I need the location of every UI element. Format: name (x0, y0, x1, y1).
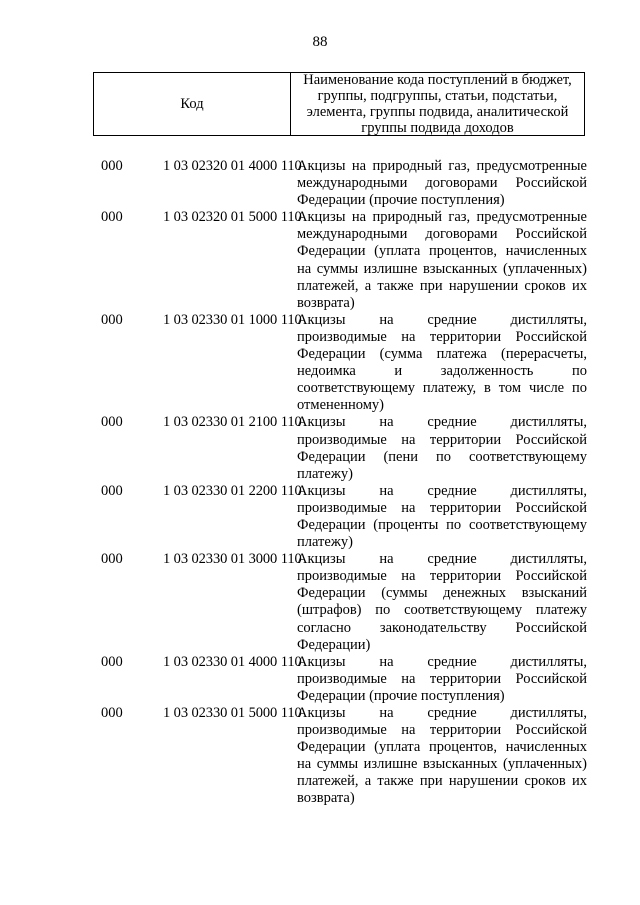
income-name-cell: Акцизы на природный газ, предусмотренные международными договорами Российской Федерации (прочие поступления) (297, 158, 587, 209)
income-name-cell: Акцизы на природный газ, предусмотренные международными договорами Российской Федерации (уплата процентов, начисленных на суммы излишне взысканных (уплаченных) платежей, а также при нарушении сроков их возврата) (297, 209, 587, 311)
admin-code-cell: 000 (101, 209, 123, 226)
income-code-cell: 1 03 02330 01 2200 110 (163, 482, 302, 499)
income-codes-list (0, 158, 640, 808)
income-name-cell: Акцизы на средние дистилляты, производимые на территории Российской Федерации (сумма платежа (перерасчеты, недоимка и задолженность по соответствующему платежу, в том числе по отмененному) (297, 311, 587, 414)
admin-code-cell: 000 (101, 705, 123, 721)
table-header (93, 72, 585, 136)
income-code-cell: 1 03 02330 01 2100 110 (163, 414, 302, 431)
table-row (0, 483, 640, 551)
header-name-cell: Наименование кода поступлений в бюджет, группы, подгруппы, статьи, подстатьи, элемента, группы подвида, аналитической группы подвида доходов (303, 72, 572, 136)
admin-code-cell: 000 (101, 482, 123, 499)
income-name-cell: Акцизы на средние дистилляты, производимые на территории Российской Федерации (проценты по соответствующему платежу) (297, 482, 587, 551)
income-name-cell: Акцизы на средние дистилляты, производимые на территории Российской Федерации (суммы денежных взысканий (штрафов) по соответствующему платежу согласно законодательству Российской Федерации) (297, 551, 587, 653)
table-row (0, 209, 640, 312)
admin-code-cell: 000 (101, 653, 123, 670)
table-row (0, 414, 640, 482)
page-number: 88 (312, 34, 328, 50)
table-row (0, 312, 640, 415)
income-name-cell: Акцизы на средние дистилляты, производимые на территории Российской Федерации (уплата процентов, начисленных на суммы излишне взысканных (уплаченных) платежей, а также при нарушении сроков их возврата) (297, 705, 587, 807)
admin-code-cell: 000 (101, 414, 123, 431)
admin-code-cell: 000 (101, 158, 123, 174)
income-name-cell: Акцизы на средние дистилляты, производимые на территории Российской Федерации (пени по соответствующему платежу) (297, 414, 587, 482)
header-code-cell: Код (94, 73, 291, 135)
income-code-cell: 1 03 02320 01 4000 110 (163, 158, 302, 174)
table-row (0, 705, 640, 808)
income-code-cell: 1 03 02330 01 5000 110 (163, 705, 302, 721)
income-code-cell: 1 03 02330 01 3000 110 (163, 551, 302, 568)
table-row (0, 654, 640, 705)
income-code-cell: 1 03 02320 01 5000 110 (163, 209, 302, 226)
admin-code-cell: 000 (101, 311, 123, 328)
income-code-cell: 1 03 02330 01 4000 110 (163, 653, 302, 670)
admin-code-cell: 000 (101, 551, 123, 568)
income-name-cell: Акцизы на средние дистилляты, производимые на территории Российской Федерации (прочие поступления) (297, 653, 587, 704)
table-row (0, 158, 640, 209)
income-code-cell: 1 03 02330 01 1000 110 (163, 311, 302, 328)
table-row (0, 551, 640, 654)
